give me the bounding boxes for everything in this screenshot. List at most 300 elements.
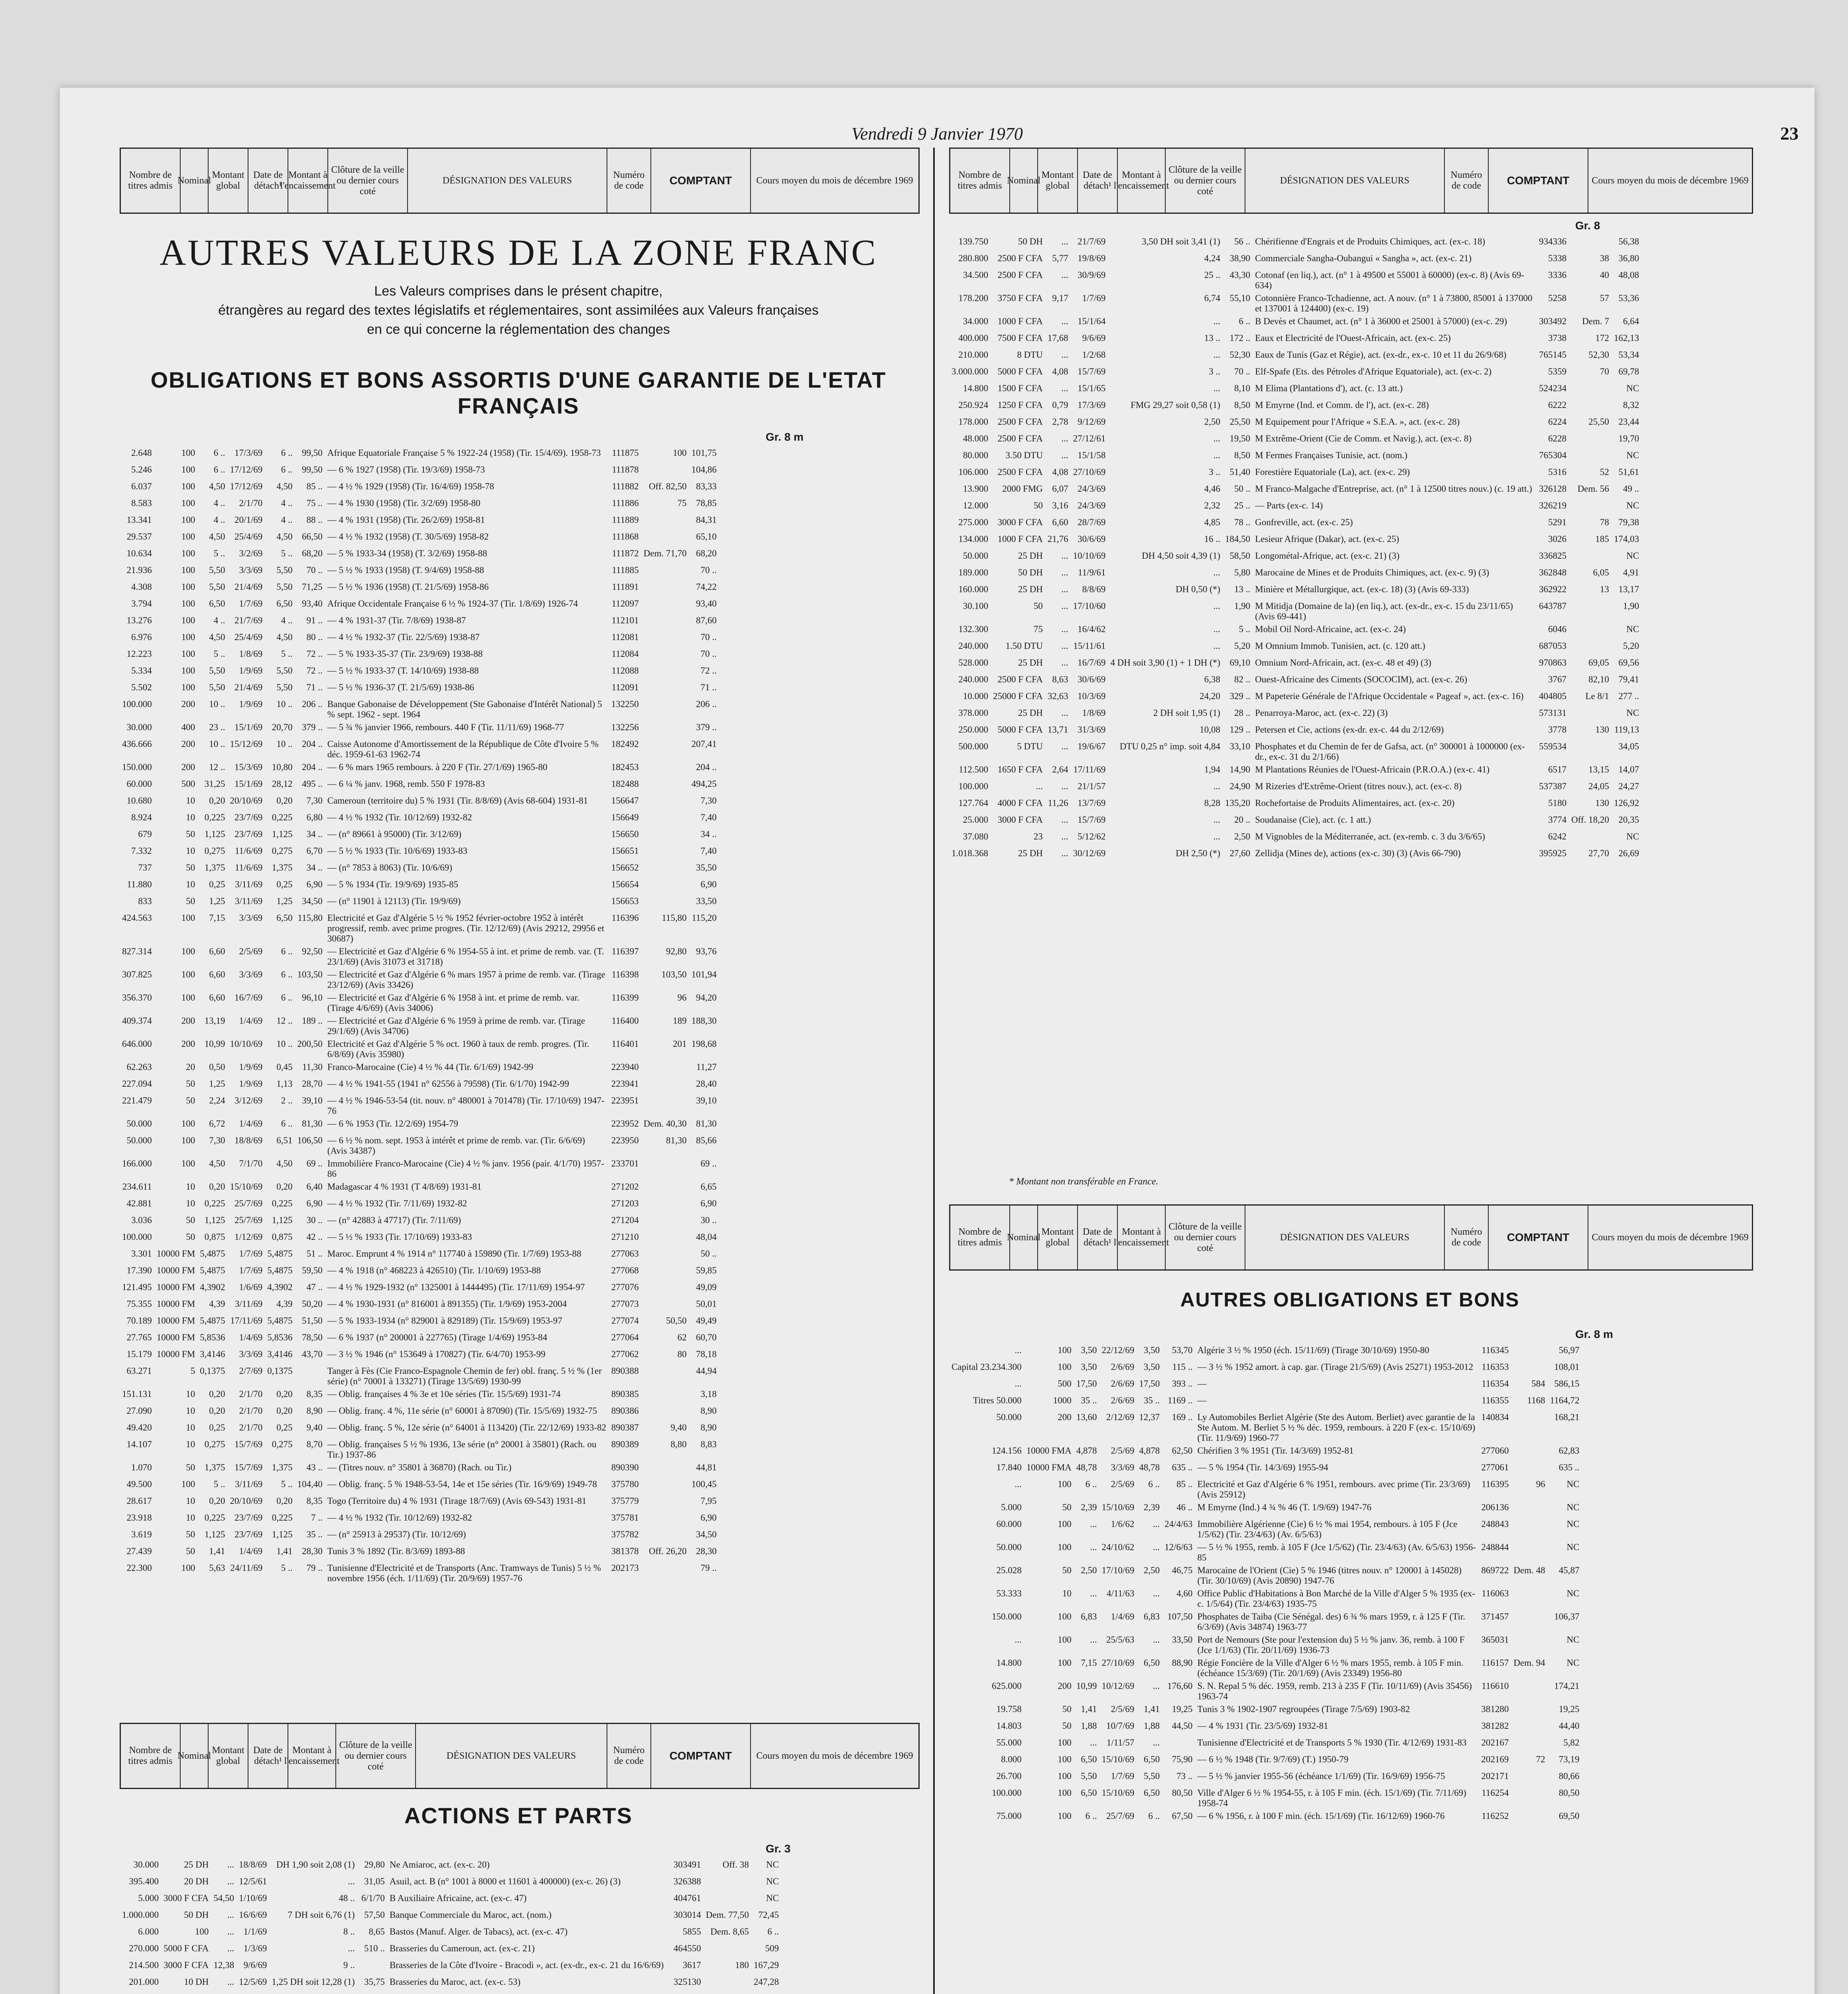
cell-comptant bbox=[641, 828, 689, 845]
group-label: Gr. 3 bbox=[766, 1842, 791, 1855]
cell-nominal: 3000 F CFA bbox=[997, 517, 1043, 527]
cell-montant-global: 17,68 bbox=[1047, 333, 1068, 343]
cell-numero-code: 116610 bbox=[1482, 1681, 1509, 1691]
cell-numero-code: 303492 bbox=[1539, 316, 1567, 326]
cell-comptant bbox=[641, 1231, 689, 1247]
cell-montant-encaissement: ... bbox=[1213, 350, 1220, 360]
cell-cloture: 38,90 bbox=[1229, 253, 1251, 263]
cell-designation: — 3 ½ % 1946 (n° 153649 à 170827) (Tir. 6/4/70) 1953-99 bbox=[327, 1349, 546, 1359]
cell-comptant bbox=[1511, 1361, 1547, 1377]
cell-titres-admis: 189.000 bbox=[958, 567, 988, 577]
cell-comptant: 81,30 bbox=[666, 1135, 687, 1145]
cell-date-detachement: 9/12/69 bbox=[1078, 417, 1106, 427]
cell-montant-encaissement: 1,125 bbox=[272, 1215, 293, 1225]
cell-comptant bbox=[1569, 550, 1612, 566]
cell-cloture: 42 .. bbox=[306, 1232, 323, 1242]
cell-comptant: Dem. 56 bbox=[1577, 484, 1609, 494]
cell-cloture: 50,20 bbox=[302, 1299, 323, 1309]
cell-date-detachement: 1/9/69 bbox=[239, 1079, 263, 1089]
cell-titres-admis: ... bbox=[1015, 1345, 1022, 1355]
cell-comptant: 172 bbox=[1595, 333, 1609, 343]
cell-montant-encaissement: ... bbox=[1213, 641, 1220, 651]
cell-montant-global: 6 .. bbox=[213, 465, 225, 475]
cell-comptant bbox=[641, 1365, 689, 1388]
cell-cours-moyen: 73,19 bbox=[1558, 1754, 1580, 1764]
cell-date-detachement: 25/7/69 bbox=[234, 1215, 263, 1225]
cell-numero-code: 223941 bbox=[611, 1079, 639, 1089]
cell-titres-admis: 6.976 bbox=[131, 632, 152, 642]
cell-cours-moyen: 494,25 bbox=[691, 779, 717, 789]
table-row bbox=[120, 681, 719, 698]
table-row bbox=[949, 797, 1641, 814]
cell-titres-admis: 227.094 bbox=[122, 1079, 152, 1089]
cell-montant-encaissement: 6 .. bbox=[281, 946, 293, 956]
cell-designation: M Elima (Plantations d'), act. (c. 13 att.) bbox=[1255, 383, 1403, 393]
cell-comptant bbox=[641, 631, 689, 648]
cell-numero-code: 202173 bbox=[611, 1563, 639, 1573]
cell-nominal: 50 DH bbox=[1018, 567, 1043, 577]
cell-comptant: 75 bbox=[677, 498, 687, 508]
cell-nominal: 50 bbox=[1062, 1721, 1072, 1731]
header-cours-moyen: Cours moyen du mois de décembre 1969 bbox=[756, 1750, 913, 1761]
cell-cloture: 43 .. bbox=[306, 1462, 323, 1472]
cell-cloture: 34,50 bbox=[302, 896, 323, 906]
cell-montant-encaissement: 5,4875 bbox=[267, 1265, 293, 1275]
cell-nominal: 100 bbox=[181, 1119, 195, 1129]
cell-designation: Omnium Nord-Africain, act. (ex-c. 48 et 49) (3) bbox=[1255, 658, 1432, 668]
table-row bbox=[949, 235, 1641, 252]
cell-numero-code: 869722 bbox=[1481, 1565, 1509, 1575]
cell-nominal: 200 bbox=[181, 699, 195, 709]
cell-cours-moyen: NC bbox=[1626, 624, 1639, 634]
cell-date-detachement: 10/10/69 bbox=[1073, 551, 1106, 561]
cell-comptant: Off. 82,50 bbox=[648, 481, 687, 491]
cell-comptant bbox=[641, 648, 689, 664]
cell-montant-encaissement: ... bbox=[348, 1943, 355, 1953]
cell-nominal: 100 bbox=[1058, 1542, 1072, 1552]
cell-nominal: 200 bbox=[181, 762, 195, 772]
cell-montant-global: 4,50 bbox=[209, 481, 225, 491]
cell-titres-admis: 124.156 bbox=[991, 1446, 1022, 1456]
cell-cours-moyen: 101,75 bbox=[691, 448, 717, 458]
cell-date-detachement: 1/12/69 bbox=[234, 1232, 263, 1242]
cell-comptant bbox=[641, 1511, 689, 1528]
cell-nominal: 100 bbox=[1058, 1345, 1072, 1355]
cell-designation: Cameroun (territoire du) 5 % 1931 (Tir. 8/8/69) (Avis 68-604) 1931-81 bbox=[327, 796, 588, 806]
cell-montant-encaissement: DH 2,50 (*) bbox=[1176, 848, 1220, 858]
cell-cours-moyen: 23,44 bbox=[1618, 417, 1639, 427]
cell-titres-admis: 60.000 bbox=[996, 1519, 1022, 1529]
header-montant-encaissement: Montant à l'encaissement bbox=[288, 1724, 336, 1788]
cell-date-detachement: 17/10/60 bbox=[1073, 601, 1106, 611]
cell-titres-admis: 13.276 bbox=[126, 615, 152, 625]
cell-comptant bbox=[1569, 623, 1612, 640]
table-row bbox=[120, 861, 719, 878]
cell-cloture: 200,50 bbox=[297, 1039, 323, 1049]
cell-numero-code: 156649 bbox=[611, 812, 639, 822]
cell-comptant: 180 bbox=[735, 1960, 749, 1970]
cell-nominal: 50 bbox=[186, 829, 195, 839]
cell-nominal: 100 bbox=[181, 615, 195, 625]
cell-montant-encaissement: 5 .. bbox=[281, 1479, 293, 1489]
cell-cloture: 28 .. bbox=[1234, 708, 1251, 718]
cell-montant-global: 1,25 bbox=[209, 1079, 225, 1089]
cell-numero-code: 116401 bbox=[611, 1039, 639, 1049]
cell-date-detachement: 18/8/69 bbox=[234, 1135, 263, 1145]
table-row bbox=[120, 794, 719, 811]
cell-date-detachement: 15/3/69 bbox=[234, 762, 263, 772]
cell-montant-global: 0,875 bbox=[204, 1232, 225, 1242]
cell-titres-admis: 17.840 bbox=[996, 1462, 1022, 1472]
cell-cours-moyen: NC bbox=[1626, 831, 1639, 841]
cell-titres-admis: 21.936 bbox=[126, 565, 152, 575]
cell-nominal: 1000 bbox=[1053, 1395, 1072, 1405]
cell-cours-moyen: 26,69 bbox=[1618, 848, 1639, 858]
table-row bbox=[120, 497, 719, 514]
cell-titres-admis: 12.223 bbox=[126, 649, 152, 659]
cell-date-detachement: 3/3/69 bbox=[239, 565, 263, 575]
cell-nominal: 5 bbox=[190, 1366, 195, 1376]
cell-montant-encaissement: 48,78 bbox=[1139, 1462, 1160, 1472]
cell-comptant: 96 bbox=[677, 993, 687, 1003]
cell-montant-encaissement: 4,46 bbox=[1204, 484, 1220, 494]
cell-montant-encaissement: 1,25 DH soit 12,28 (1) bbox=[272, 1977, 355, 1987]
cell-date-detachement: 2/12/69 bbox=[1106, 1412, 1135, 1422]
cell-designation: Madagascar 4 % 1931 (T 4/8/69) 1931-81 bbox=[327, 1182, 482, 1192]
cell-montant-global: ... bbox=[1061, 270, 1068, 280]
cell-montant-global: 2,39 bbox=[1081, 1502, 1097, 1512]
cell-nominal: 10000 FM bbox=[156, 1265, 195, 1275]
cell-designation: — 5 % 1933-35-37 (Tir. 23/9/69) 1938-88 bbox=[327, 649, 483, 659]
cell-nominal: 10 bbox=[186, 812, 195, 822]
table-row bbox=[120, 1094, 719, 1117]
cell-numero-code: 111882 bbox=[612, 481, 639, 491]
cell-montant-global: 6,60 bbox=[1052, 517, 1068, 527]
cell-designation: — Electricité et Gaz d'Algérie 6 % mars 1957 à prime de remb. var. (Tirage 23/12/69) (Avis 33426) bbox=[327, 969, 605, 990]
cell-montant-encaissement: 0,225 bbox=[272, 1198, 293, 1208]
cell-montant-global: ... bbox=[227, 1876, 234, 1886]
header-numero-code: Numéro de code bbox=[1445, 149, 1489, 213]
cell-cours-moyen: 50 .. bbox=[700, 1249, 717, 1259]
cell-designation: — 5 % 1933-1934 (n° 829001 à 829189) (Tir. 15/9/69) 1953-97 bbox=[327, 1316, 562, 1326]
cell-titres-admis: 50.000 bbox=[126, 1135, 152, 1145]
cell-montant-encaissement: 24,20 bbox=[1200, 691, 1220, 701]
cell-comptant bbox=[641, 1461, 689, 1478]
cell-titres-admis: 280.800 bbox=[958, 253, 988, 263]
cell-date-detachement: 21/4/69 bbox=[234, 582, 263, 592]
cell-nominal: 100 bbox=[181, 481, 195, 491]
table-row bbox=[949, 483, 1641, 499]
subtitle-line: étrangères au regard des textes législatifs et réglementaires, sont assimilées aux Valeurs françaises bbox=[218, 303, 819, 318]
cell-cloture: 7 .. bbox=[311, 1513, 323, 1523]
cell-date-detachement: 2/6/69 bbox=[1111, 1395, 1135, 1405]
table-row bbox=[120, 1314, 719, 1331]
cell-cloture: 99,50 bbox=[302, 465, 323, 475]
table-row bbox=[120, 1298, 719, 1314]
cell-cours-moyen: 8,90 bbox=[700, 1423, 717, 1432]
cell-numero-code: 116252 bbox=[1482, 1811, 1509, 1821]
cell-montant-encaissement: 7 DH soit 6,76 (1) bbox=[288, 1910, 355, 1920]
cell-date-detachement: 15/1/58 bbox=[1078, 450, 1106, 460]
cell-date-detachement: 15/7/69 bbox=[234, 1462, 263, 1472]
cell-cloture: 47 .. bbox=[306, 1282, 323, 1292]
cell-designation: M Papeterie Générale de l'Afrique Occidentale « Pageaf », act. (ex-c. 16) bbox=[1255, 691, 1524, 701]
cell-montant-encaissement: 1,375 bbox=[272, 1462, 293, 1472]
cell-titres-admis: 737 bbox=[138, 863, 152, 873]
table-row bbox=[949, 566, 1641, 583]
cell-date-detachement: 12/5/69 bbox=[239, 1977, 267, 1987]
cell-numero-code: 5316 bbox=[1548, 467, 1567, 477]
cell-cours-moyen: 34,05 bbox=[1618, 741, 1639, 751]
cell-montant-global: ... bbox=[227, 1977, 234, 1987]
cell-numero-code: 687053 bbox=[1539, 641, 1567, 651]
table-row bbox=[120, 761, 719, 778]
cell-montant-encaissement: 0,875 bbox=[272, 1232, 293, 1242]
cell-comptant bbox=[1511, 1461, 1547, 1478]
cell-comptant: 78 bbox=[1600, 517, 1609, 527]
cell-cloture: 71 .. bbox=[306, 682, 323, 692]
cell-montant-encaissement: 10 .. bbox=[276, 699, 293, 709]
cell-designation: Petersen et Cie, actions (ex-dr. ex-c. 44 du 2/12/69) bbox=[1255, 725, 1444, 735]
cell-designation: Cotonaf (en liq.), act. (n° 1 à 49500 et 55001 à 60000) (ex-c. 8) (Avis 69-634) bbox=[1255, 270, 1525, 290]
obligations-table bbox=[120, 447, 719, 1585]
cell-numero-code: 202167 bbox=[1481, 1738, 1509, 1748]
cell-comptant: Off. 38 bbox=[722, 1860, 749, 1870]
header-designation: DÉSIGNATION DES VALEURS bbox=[408, 149, 607, 213]
cell-nominal: 25 DH bbox=[1018, 848, 1043, 858]
cell-comptant bbox=[641, 1094, 689, 1117]
cell-titres-admis: 240.000 bbox=[958, 641, 988, 651]
cell-titres-admis: 356.370 bbox=[122, 993, 152, 1003]
cell-montant-global: ... bbox=[227, 1910, 234, 1920]
cell-comptant: 185 bbox=[1595, 534, 1609, 544]
cell-cloture: 6,80 bbox=[306, 812, 323, 822]
table-row bbox=[120, 664, 719, 681]
cell-numero-code: 3617 bbox=[682, 1960, 701, 1970]
cell-montant-encaissement: 6 .. bbox=[281, 448, 293, 458]
cell-designation: — 3 ½ % 1952 amort. à cap. gar. (Tirage 21/5/69) (Avis 25271) 1953-2012 bbox=[1197, 1362, 1474, 1372]
cell-numero-code: 362848 bbox=[1539, 567, 1567, 577]
cell-numero-code: 116254 bbox=[1482, 1788, 1509, 1798]
cell-montant-global: 0,20 bbox=[209, 1406, 225, 1416]
cell-designation: Caisse Autonome d'Amortissement de la République de Côte d'Ivoire 5 % déc. 1959-61-63 1962-74 bbox=[327, 739, 599, 759]
cell-montant-global: 0,50 bbox=[209, 1062, 225, 1072]
cell-date-detachement: 1/9/69 bbox=[239, 1062, 263, 1072]
cell-comptant bbox=[641, 1157, 689, 1180]
cell-cours-moyen: 586,15 bbox=[1554, 1379, 1580, 1389]
cell-montant-global: 5 .. bbox=[213, 548, 225, 558]
cell-montant-encaissement: 6 .. bbox=[1148, 1811, 1160, 1821]
cell-montant-global: 6 .. bbox=[1085, 1811, 1097, 1821]
cell-titres-admis: 63.271 bbox=[126, 1366, 152, 1376]
cell-date-detachement: 2/5/69 bbox=[239, 946, 263, 956]
cell-comptant: 24,05 bbox=[1588, 781, 1609, 791]
cell-titres-admis: 150.000 bbox=[122, 762, 152, 772]
cell-comptant: Dem. 8,65 bbox=[710, 1927, 749, 1937]
cell-cloture: 19,50 bbox=[1229, 433, 1251, 443]
cell-titres-admis: 14.107 bbox=[126, 1439, 152, 1449]
cell-cours-moyen: 207,41 bbox=[691, 739, 717, 749]
table-row bbox=[949, 780, 1641, 797]
cell-cours-moyen: 8,90 bbox=[700, 1406, 717, 1416]
cell-cours-moyen: 167,29 bbox=[753, 1960, 779, 1970]
table-row bbox=[120, 895, 719, 912]
cell-nominal: 50 bbox=[186, 1232, 195, 1242]
cell-date-detachement: 11/6/69 bbox=[234, 846, 263, 856]
table-row bbox=[120, 480, 719, 497]
table-row bbox=[949, 1703, 1582, 1720]
table-row bbox=[120, 1942, 781, 1959]
cell-montant-encaissement: 10 .. bbox=[276, 739, 293, 749]
cell-cloture: 69,10 bbox=[1229, 658, 1251, 668]
cell-titres-admis: 37.080 bbox=[963, 831, 988, 841]
cell-date-detachement: 3/11/69 bbox=[234, 896, 263, 906]
cell-montant-encaissement: 5 .. bbox=[281, 1563, 293, 1573]
cell-nominal: 25 DH bbox=[1018, 551, 1043, 561]
cell-nominal: 10 DH bbox=[184, 1977, 209, 1987]
cell-cours-moyen: 59,85 bbox=[696, 1265, 717, 1275]
cell-date-detachement: 17/3/69 bbox=[1078, 400, 1106, 410]
cell-comptant bbox=[1511, 1610, 1547, 1633]
cell-numero-code: 3738 bbox=[1548, 333, 1567, 343]
cell-cours-moyen: 119,13 bbox=[1614, 725, 1639, 735]
table-row bbox=[120, 1197, 719, 1214]
cell-cours-moyen: 28,40 bbox=[696, 1079, 717, 1089]
cell-designation: Ly Automobiles Berliet Algérie (Ste des Autom. Berliet) avec garantie de la Ste Autom. M. Berliet 5 ½ % déc. 1959, rembours. à 220 F (ex-c. 15/10/69) (Tir. 11/9/69) 1960-77 bbox=[1197, 1412, 1476, 1443]
cell-cours-moyen: 14,07 bbox=[1618, 764, 1639, 774]
cell-montant-global: 5,50 bbox=[209, 565, 225, 575]
cell-titres-admis: 27.439 bbox=[126, 1546, 152, 1556]
cell-designation: Cotonnière Franco-Tchadienne, act. A nouv. (n° 1 à 73800, 85001 à 137000 et 137001 à 124400) (ex-c. 19) bbox=[1255, 293, 1533, 313]
cell-nominal: 200 bbox=[181, 1039, 195, 1049]
table-row bbox=[949, 600, 1641, 623]
cell-comptant bbox=[641, 614, 689, 631]
cell-cloture: 57,50 bbox=[364, 1910, 385, 1920]
table-row bbox=[949, 1394, 1582, 1411]
cell-designation: — 4 ½ % 1932 (Tir. 10/12/69) 1932-82 bbox=[327, 1513, 472, 1523]
cell-montant-global: 0,225 bbox=[204, 812, 225, 822]
cell-numero-code: 934336 bbox=[1539, 236, 1567, 246]
cell-titres-admis: 5.334 bbox=[131, 666, 152, 676]
cell-numero-code: 112088 bbox=[611, 666, 639, 676]
cell-cours-moyen: 78,18 bbox=[696, 1349, 717, 1359]
cell-titres-admis: Capital 23.234.300 bbox=[952, 1362, 1022, 1372]
cell-montant-global: 6,60 bbox=[209, 946, 225, 956]
cell-titres-admis: 250.924 bbox=[958, 400, 988, 410]
cell-montant-global: 21,76 bbox=[1047, 534, 1068, 544]
cell-montant-encaissement: 20,70 bbox=[272, 722, 293, 732]
cell-nominal: 10 bbox=[186, 1439, 195, 1449]
cell-cours-moyen: 62,83 bbox=[1558, 1446, 1580, 1456]
cell-comptant bbox=[1511, 1444, 1547, 1461]
table-row bbox=[120, 547, 719, 564]
cell-cloture: 8,70 bbox=[306, 1439, 323, 1449]
cell-titres-admis: 75.000 bbox=[996, 1811, 1022, 1821]
cell-cloture: 5,20 bbox=[1234, 641, 1251, 651]
cell-titres-admis: 3.794 bbox=[131, 599, 152, 609]
cell-montant-encaissement: 1,41 bbox=[1143, 1704, 1160, 1714]
cell-montant-encaissement: 3,50 DH soit 3,41 (1) bbox=[1142, 236, 1220, 246]
cell-cours-moyen: 33,50 bbox=[696, 896, 717, 906]
cell-montant-encaissement: 2,39 bbox=[1143, 1502, 1160, 1512]
table-row bbox=[120, 1214, 719, 1231]
cell-comptant: 92,80 bbox=[666, 946, 687, 956]
cell-cloture: 8,35 bbox=[306, 1389, 323, 1399]
cell-nominal: 50 bbox=[186, 1546, 195, 1556]
cell-cloture: 104,40 bbox=[297, 1479, 323, 1489]
cell-comptant bbox=[1569, 600, 1612, 623]
cell-designation: — 6 % 1953 (Tir. 12/2/69) 1954-79 bbox=[327, 1119, 458, 1129]
cell-montant-global: 4 .. bbox=[213, 515, 225, 525]
cell-date-detachement: 27/10/69 bbox=[1073, 467, 1106, 477]
subtitle-line: Les Valeurs comprises dans le présent chapitre, bbox=[374, 284, 663, 299]
cell-montant-global: 13,71 bbox=[1047, 725, 1068, 735]
table-row bbox=[949, 707, 1641, 723]
cell-titres-admis: 23.918 bbox=[126, 1513, 152, 1523]
cell-date-detachement: 4/11/63 bbox=[1106, 1588, 1135, 1598]
cell-numero-code: 381282 bbox=[1481, 1721, 1509, 1731]
cell-comptant bbox=[1511, 1518, 1547, 1541]
cell-numero-code: 116355 bbox=[1482, 1395, 1509, 1405]
cell-montant-encaissement: 4,878 bbox=[1139, 1446, 1160, 1456]
cell-designation: — 4 ½ % 1929 (1958) (Tir. 16/4/69) 1958-78 bbox=[327, 481, 495, 491]
cell-cloture: 80 .. bbox=[306, 632, 323, 642]
cell-numero-code: 223952 bbox=[611, 1119, 639, 1129]
cell-montant-global: ... bbox=[1061, 433, 1068, 443]
cell-cloture: 82 .. bbox=[1234, 674, 1251, 684]
cell-cours-moyen: 115,20 bbox=[692, 913, 717, 923]
cell-numero-code: 464550 bbox=[673, 1943, 701, 1953]
cell-nominal: 200 bbox=[1058, 1412, 1072, 1422]
cell-cloture: 6,40 bbox=[306, 1182, 323, 1192]
table-row bbox=[949, 830, 1641, 847]
cell-designation: M Omnium Immob. Tunisien, act. (c. 120 att.) bbox=[1255, 641, 1425, 651]
cell-date-detachement: 1/7/69 bbox=[1082, 293, 1106, 303]
table-row bbox=[949, 292, 1641, 315]
cell-numero-code: 573131 bbox=[1539, 708, 1567, 718]
cell-numero-code: 277076 bbox=[611, 1282, 639, 1292]
cell-cloture: 6,90 bbox=[306, 1198, 323, 1208]
cell-designation: — 4 % 1930-1931 (n° 816001 à 891355) (Tir. 1/9/69) 1953-2004 bbox=[327, 1299, 567, 1309]
table-row bbox=[120, 811, 719, 828]
cell-comptant bbox=[641, 1180, 689, 1197]
cell-nominal: 100 bbox=[181, 946, 195, 956]
cell-designation: Rochefortaise de Produits Alimentaires, act. (ex-c. 20) bbox=[1255, 798, 1455, 808]
cell-date-detachement: 15/1/65 bbox=[1078, 383, 1106, 393]
cell-cours-moyen: 70 .. bbox=[700, 649, 717, 659]
cell-comptant bbox=[641, 778, 689, 794]
cell-cloture bbox=[357, 1959, 387, 1976]
cell-cloture: 51 .. bbox=[306, 1249, 323, 1259]
cell-comptant bbox=[641, 845, 689, 861]
cell-montant-global: ... bbox=[1061, 831, 1068, 841]
cell-titres-admis: 270.000 bbox=[129, 1943, 159, 1953]
cell-numero-code: 404761 bbox=[673, 1893, 701, 1903]
cell-date-detachement: 15/1/64 bbox=[1078, 316, 1106, 326]
cell-montant-encaissement: 2,32 bbox=[1204, 500, 1220, 510]
group-label: Gr. 8 bbox=[1575, 219, 1600, 232]
cell-comptant bbox=[641, 530, 689, 547]
table-row bbox=[120, 1180, 719, 1197]
cell-nominal: 1000 F CFA bbox=[997, 316, 1043, 326]
cell-cours-moyen: 7,40 bbox=[700, 812, 717, 822]
cell-titres-admis: 50.000 bbox=[996, 1542, 1022, 1552]
cell-numero-code: 223940 bbox=[611, 1062, 639, 1072]
cell-titres-admis: 42.881 bbox=[126, 1198, 152, 1208]
cell-numero-code: 365031 bbox=[1481, 1635, 1509, 1645]
cell-designation: — 5 ½ % 1933 (Tir. 17/10/69) 1933-83 bbox=[327, 1232, 472, 1242]
cell-cours-moyen: 69,56 bbox=[1618, 658, 1639, 668]
